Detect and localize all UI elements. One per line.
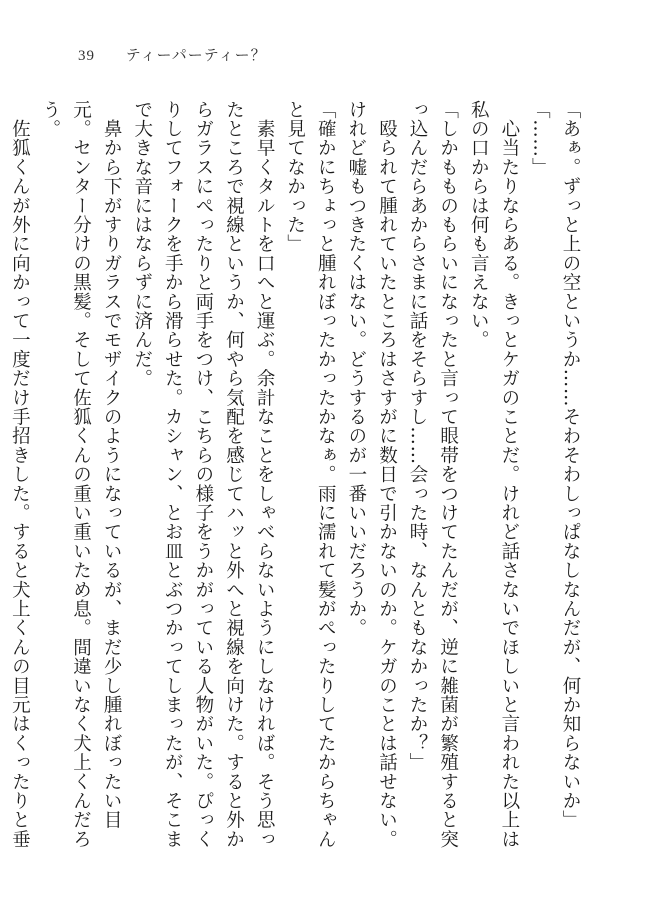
paragraph-9: 佐狐くんが外に向かって一度だけ手招きした。すると犬上くんの目元はくったりと垂 xyxy=(9,100,31,849)
chapter-title: ティーパーティー？ xyxy=(125,48,267,64)
paragraph-8: 鼻から下がすりガラスでモザイクのようになっているが、まだ少し腫れぼったい目元。センター分けの黒髪。そして佐狐くんの重い重いため息。間違いなく犬上くんだろう。 xyxy=(39,100,123,849)
paragraph-3: 心当たりならある。きっとケガのことだ。けれど話さないでほしいと言われた以上は私の口からは何も言えない。 xyxy=(468,100,520,849)
paragraph-6: 「確かにちょっと腫れぼったかったかなぁ。雨に濡れて髪がぺったりしてたからちゃんと見てなかった」 xyxy=(284,100,337,849)
vertical-body-text xyxy=(9,100,585,860)
page-number: 39 xyxy=(78,48,95,64)
paragraph-2: 「……」 xyxy=(529,100,551,177)
paragraph-4: 「しかもものもらいになったと言って眼帯をつけてたんだが、逆に雑菌が繁殖すると突っ込んだらあからさまに話をそらすし……会った時、なんともなかったか？」 xyxy=(407,100,459,849)
paragraph-7: 素早くタルトを口へと運ぶ。余計なことをしゃべらないようにしなければ。そう思ったところで視線というか、何やら気配を感じてハッと外へと視線を向けた。すると外からガラスにぺったりと両手をつけ、こちらの様子をうかがっている人物がいた。ぴっくりしてフォークを手から滑らせた。カシャン、とお皿とぶつかってしまったが、そこまで大きな音にはならずに済んだ。 xyxy=(131,100,276,849)
paragraph-5: 殴られて腫れていたところはさすがに数日で引かないのか。ケガのことは話せない。けれど嘘もつきたくはない。どうするのが一番いいだろうか。 xyxy=(345,100,398,849)
running-header xyxy=(78,44,267,65)
paragraph-1: 「あぁ。ずっと上の空というか……そわそわしっぱなしなんだが、何か知らないか」 xyxy=(560,100,581,830)
